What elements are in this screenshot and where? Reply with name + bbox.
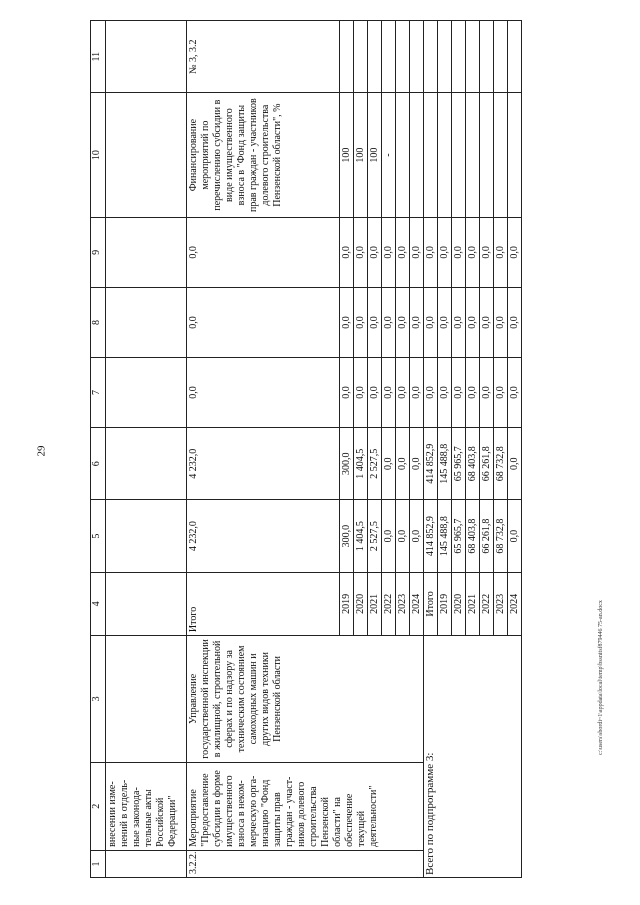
- value-c6: 0,0: [396, 428, 410, 500]
- cell-empty: [494, 21, 508, 93]
- year-cell: 2019: [340, 572, 354, 635]
- value-c5: 2 527,5: [368, 500, 382, 572]
- value-c8: 0,0: [410, 287, 424, 357]
- cell-empty: [410, 21, 424, 93]
- value-c8: 0,0: [354, 287, 368, 357]
- column-number-11: 11: [91, 21, 106, 93]
- value-c6: 300,0: [340, 428, 354, 500]
- subtotal-c5: 145 488,8: [438, 500, 452, 572]
- subtotal-c5: 66 261,8: [480, 500, 494, 572]
- column-number-5: 5: [91, 500, 106, 572]
- cell-empty: [452, 93, 466, 217]
- value-c9: 0,0: [396, 217, 410, 287]
- subtotal-c8: 0,0: [494, 287, 508, 357]
- measure-total-col8: 0,0: [187, 287, 340, 357]
- cell-empty: [466, 93, 480, 217]
- measure-goal: № 3, 3.2: [187, 21, 340, 93]
- subtotal-c8: 0,0: [508, 287, 522, 357]
- value-c6: 0,0: [382, 428, 396, 500]
- column-number-6: 6: [91, 428, 106, 500]
- subtotal-c5: 68 732,8: [494, 500, 508, 572]
- cell-empty: [354, 21, 368, 93]
- year-cell: 2019: [438, 572, 452, 635]
- subtotal-c8: 0,0: [480, 287, 494, 357]
- subtotal-c9: 0,0: [480, 217, 494, 287]
- cell-empty: [382, 21, 396, 93]
- subtotal-c6: 145 488,8: [438, 428, 452, 500]
- column-number-9: 9: [91, 217, 106, 287]
- column-number-2: 2: [91, 762, 106, 850]
- measure-number: 3.2.2.: [187, 850, 424, 877]
- value-c5: 1 404,5: [354, 500, 368, 572]
- subtotal-c5: 68 403,8: [466, 500, 480, 572]
- subtotal-c5: 0,0: [508, 500, 522, 572]
- cell-empty: [368, 21, 382, 93]
- subtotal-label: Всего по подпрограмме 3:: [424, 636, 522, 878]
- year-cell: 2020: [452, 572, 466, 635]
- cell-empty: [106, 428, 187, 500]
- value-c7: 0,0: [354, 357, 368, 427]
- indicator-value: 100: [368, 93, 382, 217]
- cell-empty: [438, 93, 452, 217]
- cell-empty: [480, 93, 494, 217]
- cell-empty: [480, 21, 494, 93]
- subtotal-c7: 0,0: [508, 357, 522, 427]
- cell-empty: [340, 21, 354, 93]
- subtotal-c8: 0,0: [452, 287, 466, 357]
- cell-empty: [106, 500, 187, 572]
- value-c6: 1 404,5: [354, 428, 368, 500]
- subtotal-c5: 65 965,7: [452, 500, 466, 572]
- subtotal-c7: 0,0: [424, 357, 438, 427]
- table-row-subtotal: [424, 21, 438, 878]
- year-cell: 2022: [480, 572, 494, 635]
- value-c7: 0,0: [382, 357, 396, 427]
- value-c8: 0,0: [396, 287, 410, 357]
- cell-empty: [106, 93, 187, 217]
- value-c7: 0,0: [340, 357, 354, 427]
- subtotal-c7: 0,0: [480, 357, 494, 427]
- subtotal-c6: 68 732,8: [494, 428, 508, 500]
- value-c8: 0,0: [340, 287, 354, 357]
- value-c7: 0,0: [368, 357, 382, 427]
- cell-empty: [508, 93, 522, 217]
- year-cell: 2022: [382, 572, 396, 635]
- column-number-7: 7: [91, 357, 106, 427]
- subtotal-c6: 0,0: [508, 428, 522, 500]
- cell-empty: [438, 21, 452, 93]
- indicator-value: [410, 93, 424, 217]
- cell-empty: [106, 572, 187, 635]
- year-cell: 2021: [368, 572, 382, 635]
- measure-total-col6: 4 232,0: [187, 428, 340, 500]
- year-cell: 2024: [508, 572, 522, 635]
- indicator-value: 100: [340, 93, 354, 217]
- cell-empty: [494, 93, 508, 217]
- column-number-row: [91, 21, 106, 878]
- value-c7: 0,0: [410, 357, 424, 427]
- subtotal-c5: 414 852,9: [424, 500, 438, 572]
- value-c9: 0,0: [410, 217, 424, 287]
- subtotal-c7: 0,0: [452, 357, 466, 427]
- subtotal-c7: 0,0: [466, 357, 480, 427]
- rotated-table-container: [90, 20, 590, 878]
- year-cell: 2021: [466, 572, 480, 635]
- subtotal-c6: 414 852,9: [424, 428, 438, 500]
- column-number-3: 3: [91, 636, 106, 763]
- subtotal-c6: 66 261,8: [480, 428, 494, 500]
- subtotal-c9: 0,0: [452, 217, 466, 287]
- program-table: [90, 20, 522, 878]
- value-c5: 0,0: [396, 500, 410, 572]
- subtotal-c7: 0,0: [438, 357, 452, 427]
- cell-prev-text: внесении изме-нений в отдель-ные законода-тельные акты Российской Федерации": [106, 762, 187, 850]
- value-c9: 0,0: [382, 217, 396, 287]
- column-number-10: 10: [91, 93, 106, 217]
- subtotal-c9: 0,0: [466, 217, 480, 287]
- value-c5: 300,0: [340, 500, 354, 572]
- value-c8: 0,0: [382, 287, 396, 357]
- measure-total-col5: 4 232,0: [187, 500, 340, 572]
- value-c9: 0,0: [368, 217, 382, 287]
- measure-total-col7: 0,0: [187, 357, 340, 427]
- year-cell: 2023: [494, 572, 508, 635]
- page-number: 29: [35, 445, 48, 457]
- measure-title: Мероприятие "Предоставление субсидии в форме имущественного взноса в неком-мерческую орга-низацию "Фонд защиты прав граждан - участ-ников долевого строительства Пензенской области" на обеспечение текущей деятельности": [187, 762, 424, 850]
- year-cell: 2023: [396, 572, 410, 635]
- table-row-continuation: [106, 21, 187, 878]
- cell-empty: [452, 21, 466, 93]
- value-c7: 0,0: [396, 357, 410, 427]
- value-c5: 0,0: [382, 500, 396, 572]
- cell-empty: [106, 21, 187, 93]
- subtotal-c9: 0,0: [438, 217, 452, 287]
- subtotal-c8: 0,0: [466, 287, 480, 357]
- cell-empty: [106, 217, 187, 287]
- value-c8: 0,0: [368, 287, 382, 357]
- year-cell: Итого: [424, 572, 438, 635]
- cell-empty: [424, 21, 438, 93]
- measure-total-col9: 0,0: [187, 217, 340, 287]
- cell-empty: [424, 93, 438, 217]
- subtotal-c8: 0,0: [438, 287, 452, 357]
- value-c5: 0,0: [410, 500, 424, 572]
- value-c6: 0,0: [410, 428, 424, 500]
- subtotal-c8: 0,0: [424, 287, 438, 357]
- value-c9: 0,0: [354, 217, 368, 287]
- measure-total-label: Итого: [187, 572, 340, 635]
- subtotal-c6: 65 965,7: [452, 428, 466, 500]
- cell-empty: [106, 287, 187, 357]
- cell-empty: [396, 21, 410, 93]
- subtotal-c6: 68 403,8: [466, 428, 480, 500]
- cell-empty: [106, 850, 187, 877]
- cell-empty: [466, 21, 480, 93]
- subtotal-c9: 0,0: [508, 217, 522, 287]
- subtotal-c7: 0,0: [494, 357, 508, 427]
- column-number-8: 8: [91, 287, 106, 357]
- subtotal-c9: 0,0: [424, 217, 438, 287]
- value-c9: 0,0: [340, 217, 354, 287]
- year-cell: 2020: [354, 572, 368, 635]
- subtotal-c9: 0,0: [494, 217, 508, 287]
- measure-indicator: Финансирование мероприятий по перечислению субсидии в виде имущественного взноса в "Фонд защиты прав граждан - участников долевого строительства Пензенской области", %: [187, 93, 340, 217]
- column-number-1: 1: [91, 850, 106, 877]
- year-cell: 2024: [410, 572, 424, 635]
- cell-empty: [508, 21, 522, 93]
- value-c6: 2 527,5: [368, 428, 382, 500]
- column-number-4: 4: [91, 572, 106, 635]
- indicator-value: [396, 93, 410, 217]
- indicator-value: 100: [354, 93, 368, 217]
- cell-empty: [106, 357, 187, 427]
- indicator-value: -: [382, 93, 396, 217]
- table-row-measure: [187, 21, 340, 878]
- cell-empty: [106, 636, 187, 763]
- measure-executor: Управление государственной инспекции в жилищной, строительной сферах и по надзору за техническим состоянием самоходных машин и других видов техники Пензенской области: [187, 636, 424, 763]
